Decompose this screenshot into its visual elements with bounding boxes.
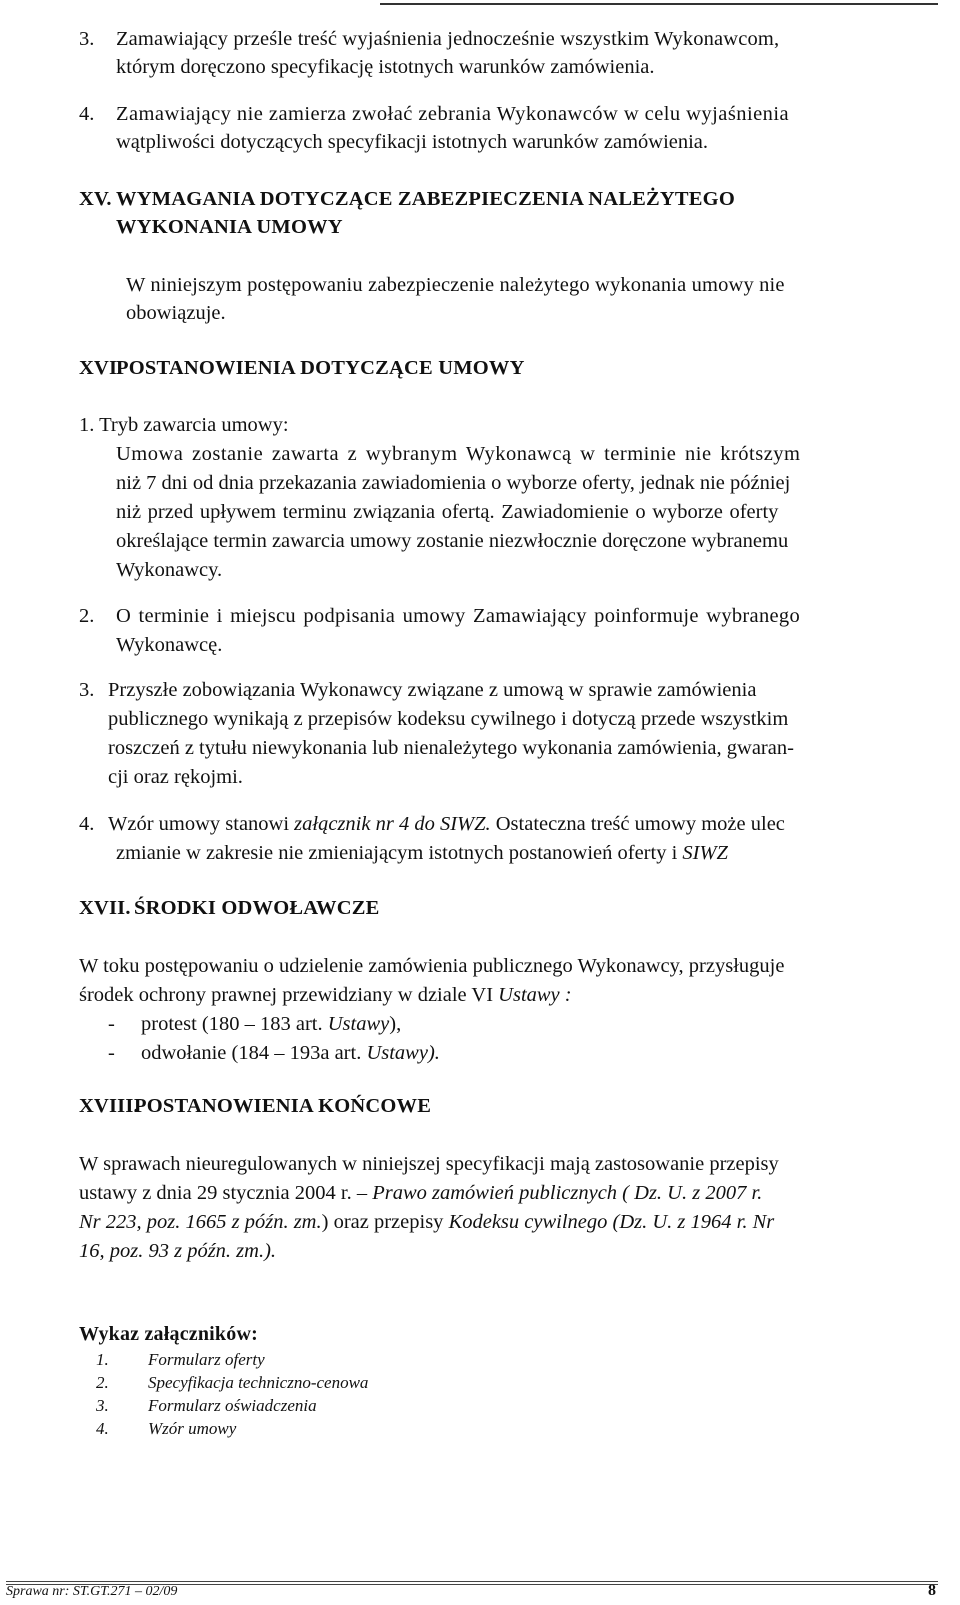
footer-rule [6,1581,938,1582]
paragraph-line: W toku postępowaniu o udzielenie zamówienia publicznego Wykonawcy, przysługuje [79,955,785,977]
section-number: XVIII. [79,1095,139,1117]
section-title: POSTANOWIENIA DOTYCZĄCE UMOWY [116,357,525,379]
section-number: XVII. [79,897,131,919]
paragraph-line [116,840,728,867]
text-run: ) oraz przepisy [321,1211,449,1233]
paragraph-line: Umowa zostanie zawarta z wybranym Wykonawcą w terminie nie krótszym [116,443,801,465]
section-title: WYKONANIA UMOWY [116,216,343,238]
bullet-item [141,1011,401,1038]
paragraph-line: publicznego wynikają z przepisów kodeksu cywilnego i dotyczą przede wszystkim [108,708,789,730]
paragraph-line: którym doręczono specyfikację istotnych warunków zamówienia. [116,56,655,78]
list-number: 3. [79,679,95,701]
paragraph-line: 16, poz. 93 z późn. zm.). [79,1240,277,1262]
paragraph-line [108,811,785,838]
paragraph-line: O terminie i miejscu podpisania umowy Zamawiający poinformuje wybranego [116,605,801,627]
bullet-dash: - [108,1042,115,1064]
page-number: 8 [928,1582,936,1599]
section-title: ŚRODKI ODWOŁAWCZE [134,897,380,919]
list-number: 3. [79,28,95,50]
text-run-italic: Ustawy). [366,1042,440,1064]
text-run-italic: Prawo zamówień publicznych ( Dz. U. z 2007 r. [372,1182,763,1204]
paragraph-line [79,1180,762,1207]
bullet-dash: - [108,1013,115,1035]
attachment-item: Wzór umowy [148,1419,237,1438]
list-number: 2. [79,605,95,627]
paragraph-line: Zamawiający prześle treść wyjaśnienia jednocześnie wszystkim Wykonawcom, [116,28,780,50]
section-title: POSTANOWIENIA KOŃCOWE [134,1095,432,1117]
paragraph-line: 1. Tryb zawarcia umowy: [79,414,289,436]
text-run: zmianie w zakresie nie zmieniającym istotnych postanowień oferty i [116,842,683,864]
section-number: XVI. [79,357,123,379]
attachment-reference: załącznik nr 4 do SIWZ. [294,813,491,835]
text-run-italic: Nr 223, poz. 1665 z późn. zm. [79,1211,322,1233]
attachment-number: 1. [96,1350,109,1369]
text-run: środek ochrony prawnej przewidziany w dziale VI [79,984,499,1006]
attachment-number: 2. [96,1373,109,1392]
attachment-number: 3. [96,1396,109,1415]
paragraph-line: wątpliwości dotyczących specyfikacji istotnych warunków zamówienia. [116,131,709,153]
bullet-item [141,1040,440,1067]
text-run: ), [389,1013,402,1035]
paragraph-line: niż przed upływem terminu związania ofertą. Zawiadomienie o wyborze oferty [116,501,779,523]
section-number: XV. [79,188,112,210]
text-run: odwołanie (184 – 193a art. [141,1042,367,1064]
attachments-title: Wykaz załączników: [79,1323,258,1345]
paragraph-line: cji oraz rękojmi. [108,766,243,788]
attachment-item: Formularz oświadczenia [148,1396,317,1415]
attachment-item: Specyfikacja techniczno-cenowa [148,1373,369,1392]
text-run: Wzór umowy stanowi [108,813,295,835]
text-run: protest (180 – 183 art. [141,1013,328,1035]
paragraph-line: określające termin zawarcia umowy zostanie niezwłocznie doręczone wybranemu [116,530,789,552]
paragraph-line: obowiązuje. [126,302,226,324]
list-number: 4. [79,103,95,125]
text-run: Ostateczna treść umowy może ulec [490,813,785,835]
paragraph-line: Wykonawcy. [116,559,223,581]
paragraph-line: Zamawiający nie zamierza zwołać zebrania Wykonawców w celu wyjaśnienia [116,103,790,125]
text-run-italic: SIWZ [682,842,728,864]
footer-case-number: Sprawa nr: ST.GT.271 – 02/09 [6,1584,178,1599]
text-run-italic: Kodeksu cywilnego (Dz. U. z 1964 r. Nr [448,1211,775,1233]
paragraph-line: W niniejszym postępowaniu zabezpieczenie należytego wykonania umowy nie [126,274,785,296]
text-run-italic: Ustawy : [498,984,572,1006]
header-rule [380,3,938,5]
paragraph-line: Przyszłe zobowiązania Wykonawcy związane z umową w sprawie zamówienia [108,679,757,701]
text-run-italic: Ustawy [327,1013,390,1035]
text-run: ustawy z dnia 29 stycznia 2004 r. – [79,1182,373,1204]
paragraph-line: Wykonawcę. [116,634,223,656]
attachment-number: 4. [96,1419,109,1438]
paragraph-line [79,1209,774,1236]
paragraph-line: W sprawach nieuregulowanych w niniejszej specyfikacji mają zastosowanie przepisy [79,1153,779,1175]
section-title: WYMAGANIA DOTYCZĄCE ZABEZPIECZENIA NALEŻYTEGO [116,188,735,210]
paragraph-line: roszczeń z tytułu niewykonania lub nienależytego wykonania zamówienia, gwaran- [108,737,794,759]
paragraph-line: niż 7 dni od dnia przekazania zawiadomienia o wyborze oferty, jednak nie później [116,472,791,494]
list-number: 4. [79,813,95,835]
attachment-item: Formularz oferty [148,1350,265,1369]
paragraph-line [79,982,572,1009]
